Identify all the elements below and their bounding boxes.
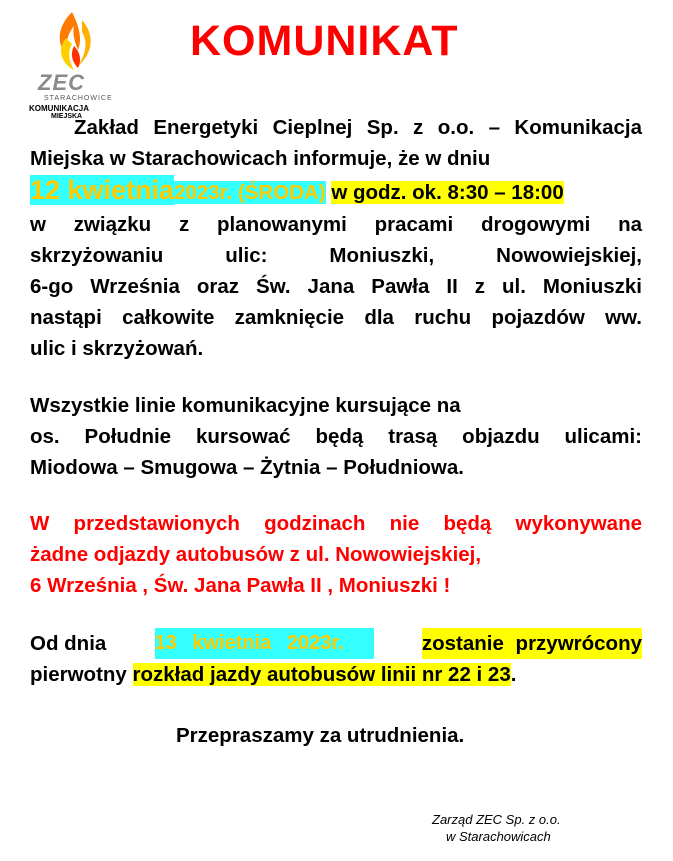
- p3-line3: 6 Września , Św. Jana Pawła II , Moniuszki !: [30, 574, 451, 597]
- p1-line2: Miejska w Starachowicach informuje, że w dniu: [30, 147, 491, 170]
- timetable-highlight: rozkład jazdy autobusów linii nr 22 i 23: [132, 663, 511, 686]
- page-title: KOMUNIKAT: [190, 17, 459, 65]
- paragraph-2: [30, 390, 642, 483]
- p1-line1: Zakład Energetyki Cieplnej Sp. z o.o. – Komunikacja: [74, 116, 642, 139]
- restore-highlight: zostanie przywrócony: [422, 628, 642, 659]
- footer-signature-line1: Zarząd ZEC Sp. z o.o.: [432, 812, 561, 827]
- p1-line4: w związku z planowanymi pracami drogowymi na: [30, 213, 642, 236]
- p2-line1: Wszystkie linie komunikacyjne kursujące na: [30, 394, 461, 417]
- p1-line6: 6-go Września oraz Św. Jana Pawła II z ul. Moniuszki: [30, 275, 642, 298]
- p4-l2-start: pierwotny: [30, 663, 127, 686]
- p3-line1: W przedstawionych godzinach nie będą wykonywane: [30, 512, 642, 535]
- footer-signature-line2: w Starachowicach: [446, 829, 551, 844]
- zec-logo: [24, 10, 128, 120]
- logo-name: ZEC: [38, 70, 85, 95]
- apology-text: Przepraszamy za utrudnienia.: [176, 724, 465, 747]
- paragraph-4: [30, 628, 642, 690]
- p1-date-line: [30, 174, 642, 209]
- restore-date-highlight: 13 kwietnia 2023r.: [155, 628, 374, 659]
- logo-city: STARACHOWICE: [44, 95, 113, 102]
- p1-line5: skrzyżowaniu ulic: Moniuszki, Nowowiejskiej,: [30, 244, 642, 267]
- paragraph-1: [30, 112, 642, 364]
- date-rest-highlight: 2023r. (ŚRODA): [174, 181, 326, 204]
- time-highlight: w godz. ok. 8:30 – 18:00: [331, 181, 564, 204]
- logo-line1: KOMUNIKACJA: [29, 104, 89, 113]
- p3-line2: żadne odjazdy autobusów z ul. Nowowiejskiej,: [30, 543, 482, 566]
- date-highlight: 12 kwietnia: [30, 175, 175, 205]
- p1-line7: nastąpi całkowite zamknięcie dla ruchu pojazdów ww.: [30, 306, 642, 329]
- p4-line2: [30, 659, 642, 690]
- p4-prefix: Od dnia: [30, 632, 107, 655]
- p1-line8: ulic i skrzyżowań.: [30, 337, 204, 360]
- p2-line2: os. Południe kursować będą trasą objazdu ulicami:: [30, 425, 642, 448]
- paragraph-3: [30, 508, 642, 601]
- logo-line2: MIEJSKA: [51, 113, 83, 120]
- p4-line1: [30, 628, 642, 659]
- p4-l2-end: .: [510, 663, 517, 686]
- flame-icon: [48, 10, 104, 72]
- p2-line3: Miodowa – Smugowa – Żytnia – Południowa.: [30, 456, 464, 479]
